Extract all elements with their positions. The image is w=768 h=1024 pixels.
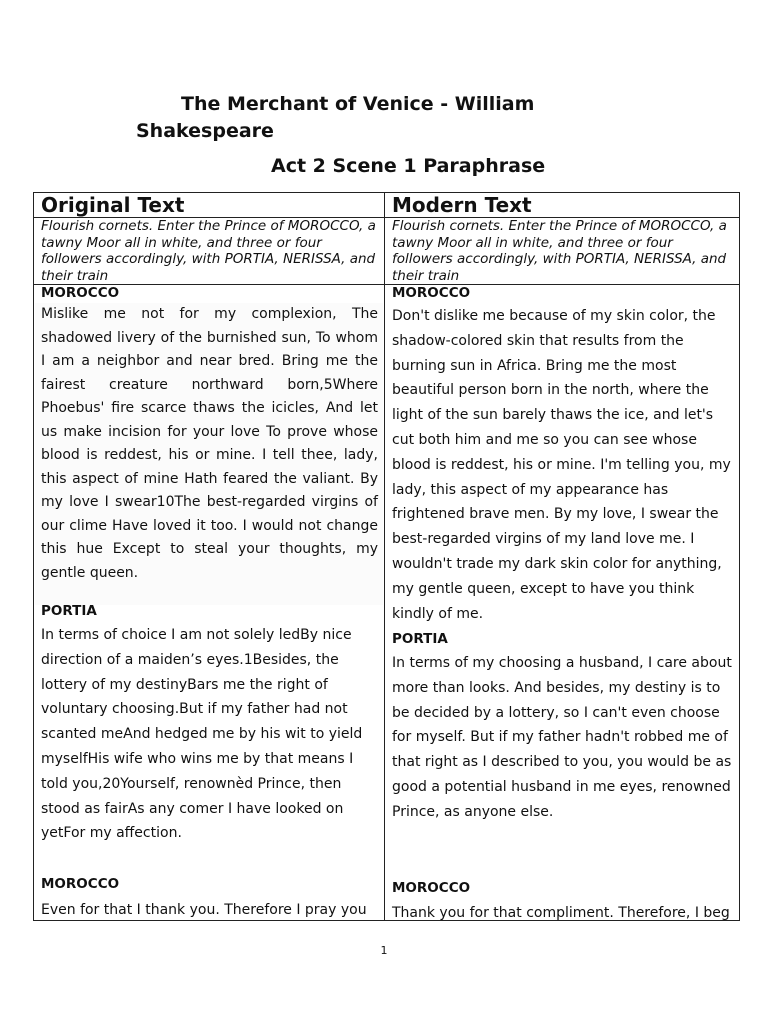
original-text-header: Original Text (41, 193, 185, 217)
document-title-author: Shakespeare (136, 120, 274, 142)
original-speech-morocco: Mislike me not for my complexion, The shadowed livery of the burnished sun, To whom I am a neighbor and near bred. Bring me the fairest creature northward born,5Where Phoebus' fire scarce thaws the icicles, And let us make incision for your love To prove whose blood is reddest, his or mine. I tell thee, lady, this aspect of mine Hath feared the valiant. By my love I swear10The best-regarded virgins of our clime Have loved it too. I would not change this hue Except to steal your thoughts, my gentle queen. (41, 306, 378, 581)
document-subtitle: Act 2 Scene 1 Paraphrase (271, 155, 546, 177)
original-text-column (34, 193, 384, 920)
modern-speaker-morocco: MOROCCO (392, 285, 471, 301)
original-speaker-morocco: MOROCCO (41, 285, 120, 301)
modern-speaker-morocco-2: MOROCCO (392, 880, 471, 896)
modern-text-column (385, 193, 740, 920)
modern-speech-morocco-2: Thank you for that compliment. Therefore, I beg (392, 905, 730, 920)
original-speaker-portia: PORTIA (41, 603, 97, 619)
original-speech-morocco-2: Even for that I thank you. Therefore I pray you (41, 902, 367, 918)
modern-text-header: Modern Text (392, 193, 532, 217)
original-speech-portia: In terms of choice I am not solely ledBy nice direction of a maiden’s eyes.1Besides, the lottery of my destinyBars me the right of voluntary choosing.But if my father had not scanted meAnd hedged me by his wit to yield myselfHis wife who wins me by that means I told you,20Yourself, renownèd Prince, then stood as fairAs any comer I have looked on yetFor my affection. (41, 627, 363, 842)
document-title: The Merchant of Venice - William (181, 93, 535, 115)
modern-speech-morocco: Don't dislike me because of my skin color, the shadow-colored skin that results from the burning sun in Africa. Bring me the most beautiful person born in the north, where the light of the sun barely thaws the ice, and let's cut both him and me so you can see whose blood is reddest, his or mine. I'm telling you, my lady, this aspect of my appearance has frightened brave men. By my love, I swear the best-regarded virgins of my land love me. I wouldn't trade my dark skin color for anything, my gentle queen, except to have you think kindly of me. (392, 308, 731, 622)
modern-speech-portia: In terms of my choosing a husband, I care about more than looks. And besides, my destiny is to be decided by a lottery, so I can't even choose for myself. But if my father hadn't robbed me of that right as I described to you, you would be as good a potential husband in me eyes, renowned Prince, as anyone else. (392, 655, 732, 820)
modern-speaker-portia: PORTIA (392, 631, 448, 647)
paraphrase-table (33, 192, 740, 921)
original-stage-direction: Flourish cornets. Enter the Prince of MOROCCO, a tawny Moor all in white, and three or four followers accordingly, with PORTIA, NERISSA, and their train (41, 218, 376, 284)
original-speaker-morocco-2: MOROCCO (41, 876, 120, 892)
page-number: 1 (380, 944, 388, 957)
modern-stage-direction: Flourish cornets. Enter the Prince of MOROCCO, a tawny Moor all in white, and three or four followers accordingly, with PORTIA, NERISSA, and their train (392, 218, 727, 284)
